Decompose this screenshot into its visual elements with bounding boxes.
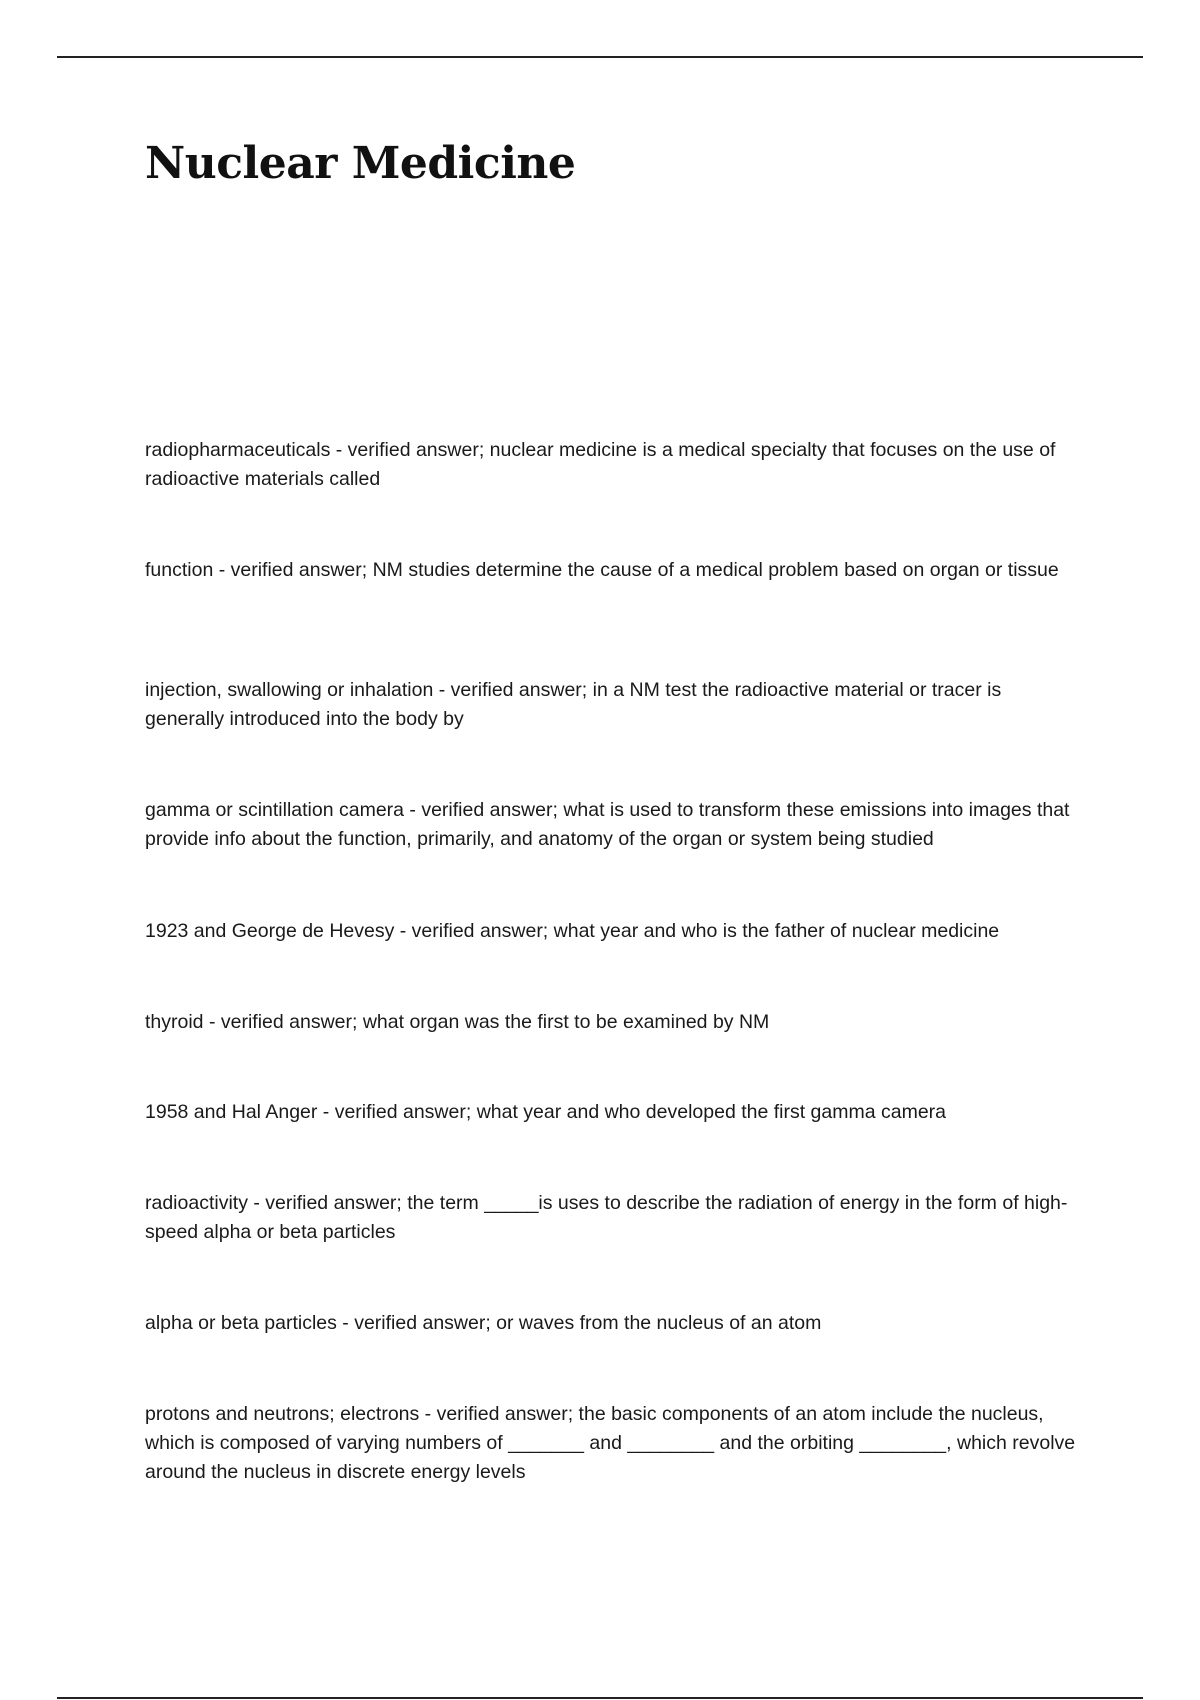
flashcard-item: radiopharmaceuticals - verified answer; nuclear medicine is a medical specialty that focuses on the use of radioactive materials called: [145, 439, 1056, 490]
flashcard-item: 1923 and George de Hevesy - verified answer; what year and who is the father of nuclear medicine: [145, 920, 1000, 942]
flashcard-item: 1958 and Hal Anger - verified answer; what year and who developed the first gamma camera: [145, 1101, 947, 1123]
bottom-rule: [57, 1697, 1143, 1699]
flashcard-item: alpha or beta particles - verified answer; or waves from the nucleus of an atom: [145, 1312, 822, 1334]
flashcard-item: injection, swallowing or inhalation - verified answer; in a NM test the radioactive material or tracer is generally introduced into the body by: [145, 679, 1002, 730]
page-title: Nuclear Medicine: [145, 138, 576, 189]
top-rule: [57, 56, 1143, 58]
document-body: [145, 138, 1085, 1483]
flashcard-item: protons and neutrons; electrons - verified answer; the basic components of an atom include the nucleus, which is composed of varying numbers of _______ and ________ and the orbiting ________, which revolve around the nucleus in discrete energy levels: [145, 1403, 1076, 1483]
flashcard-item: radioactivity - verified answer; the term _____is uses to describe the radiation of energy in the form of high-speed alpha or beta particles: [145, 1192, 1068, 1243]
flashcard-item: gamma or scintillation camera - verified answer; what is used to transform these emissions into images that provide info about the function, primarily, and anatomy of the organ or system being studied: [145, 799, 1070, 850]
flashcard-item: function - verified answer; NM studies determine the cause of a medical problem based on organ or tissue: [145, 559, 1059, 581]
flashcard-item: thyroid - verified answer; what organ was the first to be examined by NM: [145, 1011, 770, 1033]
